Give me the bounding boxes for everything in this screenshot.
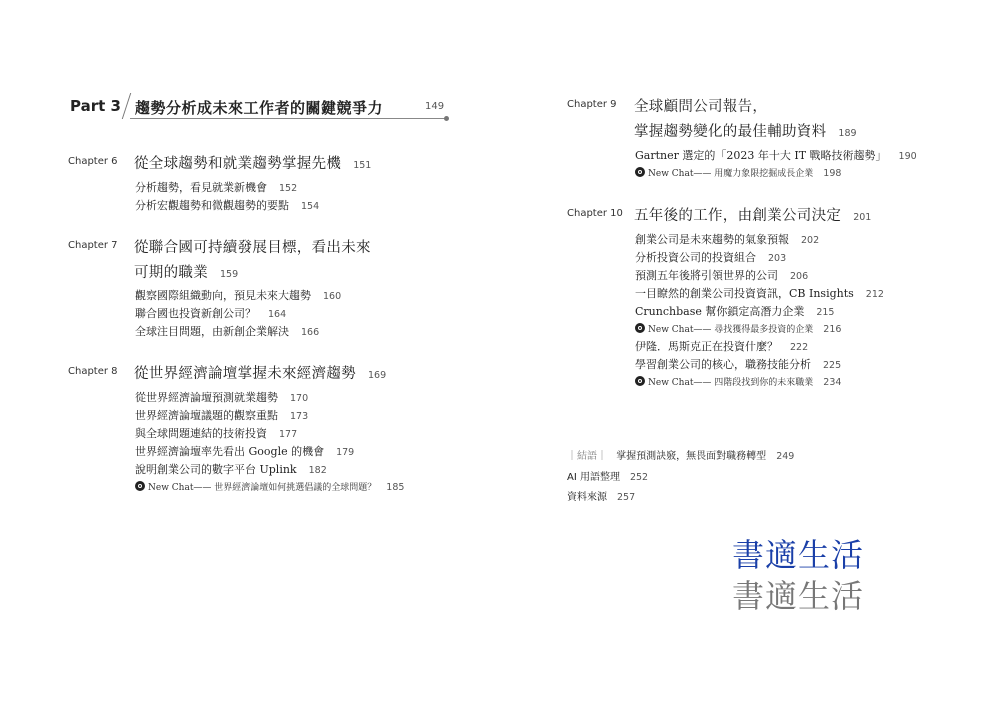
chapter-label: Chapter 10 xyxy=(567,208,623,219)
section-item xyxy=(635,267,808,283)
section-title: 學習創業公司的核心，職務技能分析 xyxy=(635,358,811,371)
new-chat-title: New Chat—— 用魔力象限挖掘成長企業 xyxy=(648,169,814,179)
chapter-page-number: 169 xyxy=(368,370,387,381)
section-title: 伊隆．馬斯克正在投資什麼？ xyxy=(635,340,778,353)
section-title: 聯合國也投資新創公司？ xyxy=(135,307,256,320)
chapter-title xyxy=(134,152,371,173)
chapter-label: Chapter 7 xyxy=(68,240,118,251)
part-underline xyxy=(130,118,446,119)
new-chat-page-number: 234 xyxy=(823,377,842,388)
section-page-number: 182 xyxy=(308,465,327,476)
section-title: 世界經濟論壇率先看出 Google 的機會 xyxy=(135,445,325,458)
chapter-title xyxy=(134,261,238,282)
new-chat-title: New Chat—— 世界經濟論壇如何挑選倡議的全球問題？ xyxy=(148,483,377,493)
section-title: Crunchbase 幫你鎖定高潛力企業 xyxy=(635,305,805,318)
chapter-title xyxy=(634,204,871,225)
section-page-number: 222 xyxy=(790,342,809,353)
epilogue-entry xyxy=(567,447,794,462)
new-chat-item xyxy=(635,322,841,335)
new-chat-item xyxy=(135,480,404,493)
chat-icon xyxy=(635,167,645,177)
chapter-page-number: 201 xyxy=(853,212,872,223)
part-title: 趨勢分析成未來工作者的關鍵競爭力 xyxy=(135,99,384,117)
glossary-entry xyxy=(567,468,648,483)
chat-icon xyxy=(635,376,645,386)
part-page-number: 149 xyxy=(425,101,445,112)
sources-entry xyxy=(567,488,635,503)
new-chat-item xyxy=(635,375,841,388)
section-page-number: 160 xyxy=(323,291,342,302)
section-title: 與全球問題連結的技術投資 xyxy=(135,427,267,440)
chapter-title xyxy=(634,120,857,141)
section-item xyxy=(635,147,917,163)
section-item xyxy=(635,338,808,354)
new-chat-title: New Chat—— 尋找獲得最多投資的企業 xyxy=(648,325,814,335)
chapter-label: Chapter 9 xyxy=(567,99,617,110)
section-page-number: 164 xyxy=(268,309,287,320)
section-page-number: 202 xyxy=(801,235,820,246)
section-title: 預測五年後將引領世界的公司 xyxy=(635,269,778,282)
epilogue-prefix: ｜結語｜ xyxy=(567,451,607,462)
section-item xyxy=(135,323,319,339)
section-item xyxy=(135,389,308,405)
section-item xyxy=(635,249,786,265)
section-page-number: 154 xyxy=(301,201,320,212)
section-title: 說明創業公司的數字平台 Uplink xyxy=(135,463,297,476)
section-item xyxy=(135,197,319,213)
section-page-number: 177 xyxy=(279,429,298,440)
section-page-number: 173 xyxy=(290,411,309,422)
section-item xyxy=(635,231,819,247)
sources-page-number: 257 xyxy=(617,492,636,503)
section-item xyxy=(135,179,297,195)
section-page-number: 170 xyxy=(290,393,309,404)
section-title: 從世界經濟論壇預測就業趨勢 xyxy=(135,391,278,404)
part-divider-slash xyxy=(122,93,131,119)
glossary-title: AI 用語整理 xyxy=(567,472,620,483)
section-page-number: 166 xyxy=(301,327,320,338)
part-underline-dot xyxy=(444,116,449,121)
section-title: 世界經濟論壇議題的觀察重點 xyxy=(135,409,278,422)
section-title: 分析趨勢，看見就業新機會 xyxy=(135,181,267,194)
chat-icon xyxy=(135,481,145,491)
section-item xyxy=(135,443,354,459)
section-page-number: 190 xyxy=(898,151,917,162)
part-label: Part 3 xyxy=(70,97,121,115)
chapter-page-number: 189 xyxy=(838,128,857,139)
section-item xyxy=(135,287,341,303)
section-item xyxy=(635,356,841,372)
chapter-title-line: 掌握趨勢變化的最佳輔助資料 xyxy=(634,124,827,140)
section-page-number: 215 xyxy=(816,307,835,318)
section-title: 觀察國際組織動向，預見未來大趨勢 xyxy=(135,289,311,302)
new-chat-item xyxy=(635,166,841,179)
watermark-blue: 書適生活 xyxy=(732,536,865,574)
section-title: 分析宏觀趨勢和微觀趨勢的要點 xyxy=(135,199,289,212)
watermark-gray: 書適生活 xyxy=(732,577,865,615)
chapter-page-number: 159 xyxy=(220,269,239,280)
section-item xyxy=(135,425,297,441)
section-item xyxy=(635,285,884,301)
section-title: Gartner 選定的「2023 年十大 IT 戰略技術趨勢」 xyxy=(635,149,887,162)
section-title: 分析投資公司的投資組合 xyxy=(635,251,756,264)
new-chat-page-number: 198 xyxy=(823,168,842,179)
chapter-title-line: 五年後的工作，由創業公司決定 xyxy=(634,208,842,224)
section-item xyxy=(635,303,834,319)
chapter-title xyxy=(134,362,386,383)
new-chat-page-number: 185 xyxy=(386,482,405,493)
section-page-number: 212 xyxy=(865,289,884,300)
chapter-title-line: 從世界經濟論壇掌握未來經濟趨勢 xyxy=(134,366,356,382)
section-title: 全球注目問題，由新創企業解決 xyxy=(135,325,289,338)
section-page-number: 203 xyxy=(768,253,787,264)
section-item xyxy=(135,305,286,321)
chapter-page-number: 151 xyxy=(353,160,372,171)
chapter-title-line: 從全球趨勢和就業趨勢掌握先機 xyxy=(134,156,342,172)
section-item xyxy=(135,461,327,477)
section-title: 一目瞭然的創業公司投資資訊，CB Insights xyxy=(635,287,854,300)
sources-title: 資料來源 xyxy=(567,492,607,503)
chapter-title-line: 可期的職業 xyxy=(134,265,208,281)
epilogue-title: 掌握預測訣竅，無畏面對職務轉型 xyxy=(616,451,767,462)
chat-icon xyxy=(635,323,645,333)
epilogue-page-number: 249 xyxy=(776,451,795,462)
chapter-label: Chapter 6 xyxy=(68,156,118,167)
chapter-label: Chapter 8 xyxy=(68,366,118,377)
section-title: 創業公司是未來趨勢的氣象預報 xyxy=(635,233,789,246)
new-chat-title: New Chat—— 四階段找到你的未來職業 xyxy=(648,378,814,388)
new-chat-page-number: 216 xyxy=(823,324,842,335)
section-page-number: 225 xyxy=(823,360,842,371)
glossary-page-number: 252 xyxy=(629,472,649,483)
section-page-number: 152 xyxy=(279,183,298,194)
section-item xyxy=(135,407,308,423)
chapter-title-line: 從聯合國可持續發展目標，看出未來 xyxy=(134,240,371,256)
chapter-title-line: 全球顧問公司報告， xyxy=(634,99,768,115)
section-page-number: 179 xyxy=(336,447,355,458)
section-page-number: 206 xyxy=(790,271,809,282)
